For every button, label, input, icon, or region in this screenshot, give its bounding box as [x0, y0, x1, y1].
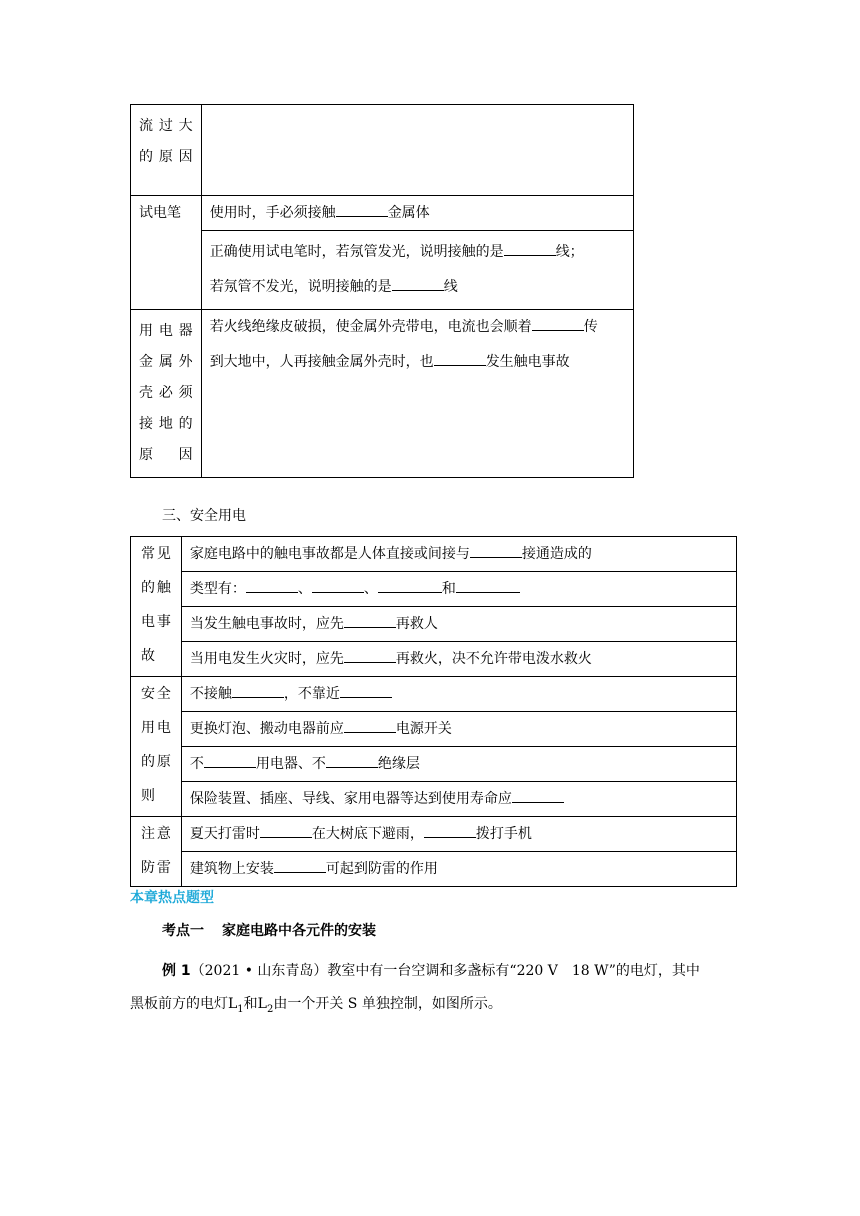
group-label-lightning: 注意防雷: [131, 817, 182, 887]
blank: [512, 788, 564, 803]
blank: [392, 276, 444, 291]
safety-table: [130, 536, 737, 887]
blank: [326, 753, 378, 768]
row-label-grounding: 用电器金属外壳必须接地的原因: [131, 310, 202, 478]
example-1: 例 1（2021 • 山东青岛）教室中有一台空调和多盏标有“220 V 18 W”的电灯，其中 黑板前方的电灯$L_1$和$L_2$由一个开关 S 单独控制，如图所示。: [130, 963, 700, 1015]
group-label-principles: 安全用电的原则: [131, 677, 182, 817]
blank: [470, 543, 522, 558]
group-label-shock: 常见的触电事故: [131, 537, 182, 677]
lightning-1: 夏天打雷时 在大树底下避雨， 拨打手机: [181, 817, 736, 852]
test-pen-judgement: 正确使用试电笔时，若氖管发光，说明接触的是 线； 若氖管不发光，说明接触的是 线: [201, 231, 633, 310]
blank: [504, 241, 556, 256]
electricity-table-1: [130, 104, 634, 478]
principle-3: 不 用电器、不 绝缘层: [181, 747, 736, 782]
row-content-cause: [201, 105, 633, 196]
blank: [246, 578, 298, 593]
principle-4: 保险装置、插座、导线、家用电器等达到使用寿命应: [181, 782, 736, 817]
row-label-test-pen: 试电笔: [131, 196, 202, 310]
blank: [260, 823, 312, 838]
lightning-2: 建筑物上安装 可起到防雷的作用: [181, 852, 736, 887]
principle-1: 不接触 ，不靠近: [181, 677, 736, 712]
row-label-cause: 流过大的原因: [131, 105, 202, 196]
blank: [232, 683, 284, 698]
shock-cause: 家庭电路中的触电事故都是人体直接或间接与 接通造成的: [181, 537, 736, 572]
grounding-reason: 若火线绝缘皮破损，使金属外壳带电，电流也会顺着 传 到大地中，人再接触金属外壳时，也 发生触电事故: [201, 310, 633, 478]
blank: [456, 578, 520, 593]
example-tag: 例 1: [162, 963, 191, 979]
blank: [532, 316, 584, 331]
shock-types: 类型有： 、 、 和: [181, 572, 736, 607]
hot-topics-heading: 本章热点题型: [130, 890, 214, 906]
test-pen-usage: 使用时，手必须接触 金属体: [201, 196, 633, 231]
exam-point-heading: 考点一 家庭电路中各元件的安装: [162, 923, 376, 939]
blank: [344, 613, 396, 628]
blank: [424, 823, 476, 838]
blank: [344, 648, 396, 663]
blank: [336, 202, 388, 217]
section-title: 三、安全用电: [162, 508, 246, 524]
shock-rescue: 当发生触电事故时，应先 再救人: [181, 607, 736, 642]
blank: [274, 858, 326, 873]
blank: [344, 718, 396, 733]
blank: [378, 578, 442, 593]
blank: [340, 683, 392, 698]
blank: [312, 578, 364, 593]
blank: [434, 351, 486, 366]
principle-2: 更换灯泡、搬动电器前应 电源开关: [181, 712, 736, 747]
fire-rescue: 当用电发生火灾时，应先 再救火，决不允许带电泼水救火: [181, 642, 736, 677]
blank: [204, 753, 256, 768]
